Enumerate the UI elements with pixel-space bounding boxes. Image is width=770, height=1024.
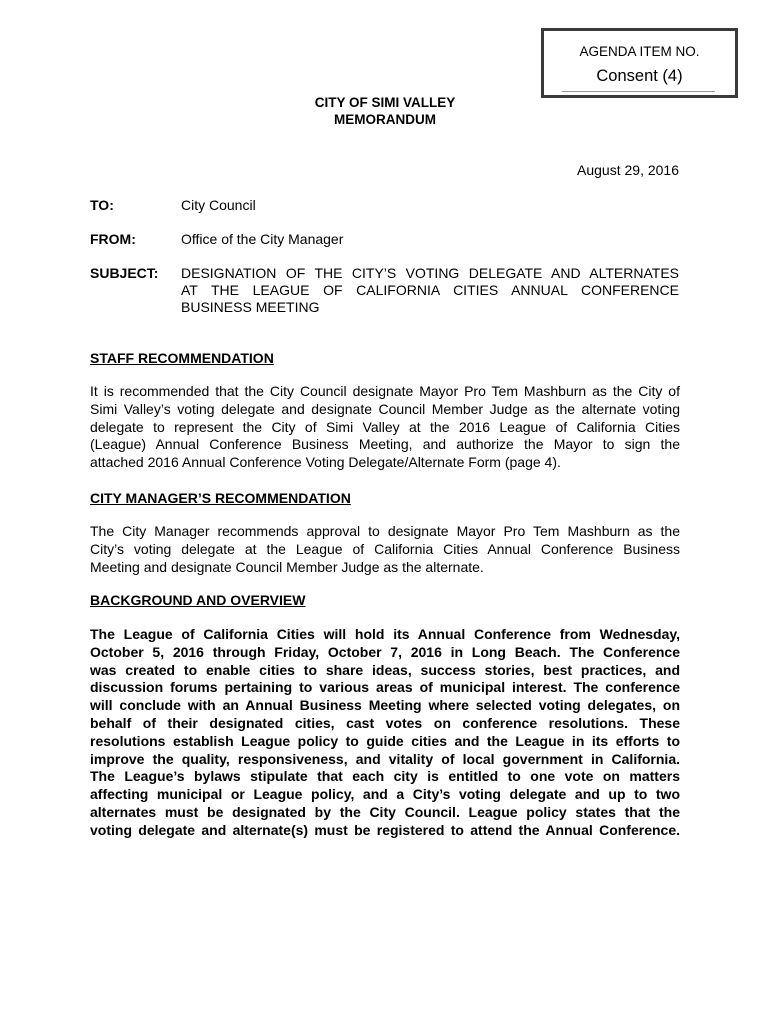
paragraph-line: Meeting and designate Council Member Judge as the alternate. [90,558,484,575]
agenda-item-rule [562,91,715,92]
memo-org: CITY OF SIMI VALLEY [314,95,456,110]
city-manager-recommendation-heading: CITY MANAGER’S RECOMMENDATION [90,490,351,506]
subject-line: DESIGNATION OF THE CITY’S VOTING DELEGATE AND ALTERNATES [181,265,679,281]
paragraph-line: discussion forums pertaining to various areas of municipal interest. The conference [90,679,680,696]
paragraph-line: will conclude with an Annual Business Meeting where selected voting delegates, on [90,697,680,714]
background-heading: BACKGROUND AND OVERVIEW [90,592,306,608]
paragraph-line: The City Manager recommends approval to designate Mayor Pro Tem Mashburn as the [90,523,680,539]
to-label: TO: [90,197,114,213]
to-value: City Council [181,197,256,213]
paragraph-line: alternates must be designated by the City Council. League policy states that the [90,803,680,820]
paragraph-line: behalf of their designated cities, cast votes on conference resolutions. These [90,714,680,731]
subject-line: AT THE LEAGUE OF CALIFORNIA CITIES ANNUAL CONFERENCE [181,282,679,298]
agenda-item-value: Consent (4) [596,67,683,85]
from-value: Office of the City Manager [181,231,344,247]
paragraph-line: affecting municipal or League policy, and a City’s voting delegate and up to two [90,786,680,803]
paragraph-line: resolutions establish League policy to guide cities and the League in its efforts to [90,732,680,749]
subject-line: BUSINESS MEETING [181,299,320,315]
paragraph-line: (League) Annual Conference Business Meeting, and authorize the Mayor to sign the [90,436,680,453]
paragraph-line: delegate to represent the City of Simi Valley at the 2016 League of California Cities [90,418,680,435]
staff-recommendation-heading: STAFF RECOMMENDATION [90,350,274,366]
paragraph-line: City’s voting delegate at the League of California Cities Annual Conference Business [90,540,680,557]
paragraph-line: The League of California Cities will hold its Annual Conference from Wednesday, [90,626,680,642]
from-label: FROM: [90,231,136,247]
agenda-item-box [541,28,738,98]
paragraph-line: attached 2016 Annual Conference Voting Delegate/Alternate Form (page 4). [90,454,561,471]
subject-label: SUBJECT: [90,265,159,281]
paragraph-line: October 5, 2016 through Friday, October 7, 2016 in Long Beach. The Conference [90,643,680,660]
paragraph-line: It is recommended that the City Council designate Mayor Pro Tem Mashburn as the City of [90,383,680,399]
background-paragraph [90,626,680,840]
paragraph-line: voting delegate and alternate(s) must be registered to attend the Annual Conference. [90,821,680,838]
paragraph-line: was created to enable cities to share ideas, success stories, best practices, and [90,661,680,678]
staff-recommendation-paragraph [90,383,680,472]
city-manager-recommendation-paragraph [90,523,680,576]
paragraph-line: The League’s bylaws stipulate that each city is entitled to one vote on matters [90,768,680,785]
agenda-item-label: AGENDA ITEM NO. [579,44,700,59]
memo-doc-type: MEMORANDUM [334,112,436,127]
subject-value [181,265,679,316]
paragraph-line: Simi Valley’s voting delegate and designate Council Member Judge as the alternate voting [90,400,680,417]
paragraph-line: improve the quality, responsiveness, and vitality of local government in California. [90,750,680,767]
memo-date: August 29, 2016 [577,162,679,178]
